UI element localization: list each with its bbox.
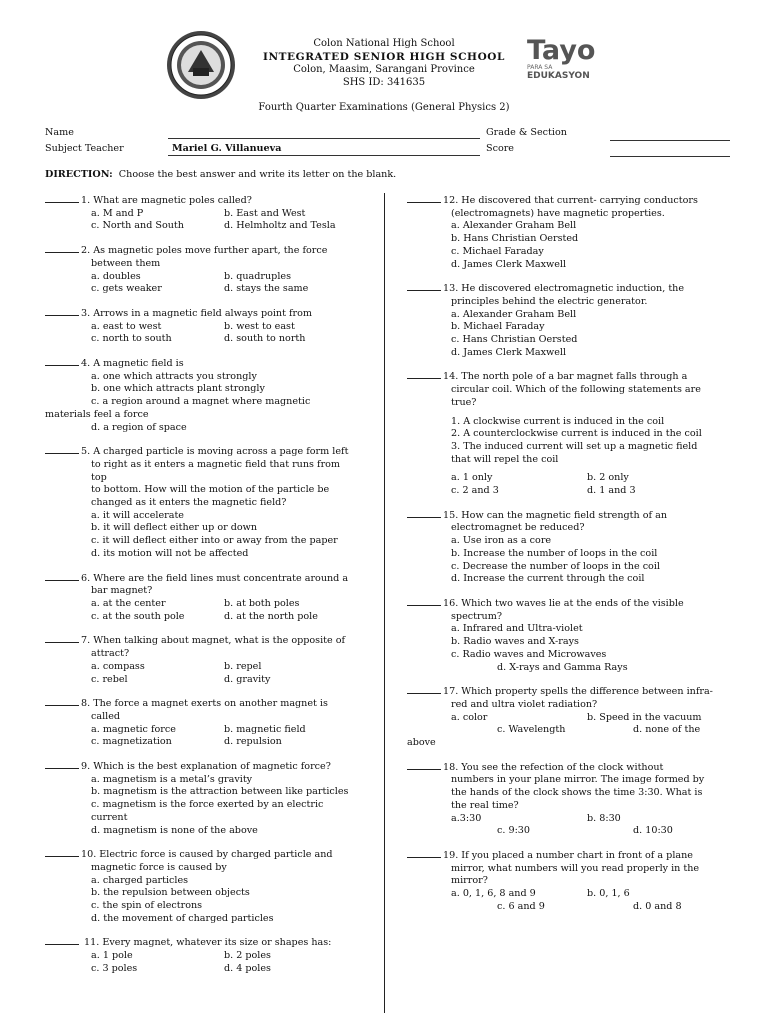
question-8: [45, 698, 357, 749]
choice-d: d. 4 poles: [224, 962, 271, 974]
answer-blank[interactable]: [45, 944, 79, 945]
question-stem-cont: mirror, what numbers will you read properly in the: [451, 862, 700, 874]
choice-b: b. 2 only: [587, 472, 629, 484]
choice-a: a. one which attracts you strongly: [91, 370, 257, 382]
choice-c: c. Decrease the number of loops in the coil: [451, 560, 660, 572]
choice-c: c. 6 and 9: [497, 900, 545, 912]
question-stem: 11. Every magnet, whatever its size or shapes has:: [45, 937, 357, 950]
question-stem-cont: between them: [91, 257, 161, 269]
choice-c: c. at the south pole: [91, 610, 185, 622]
choice-c: c. North and South: [91, 220, 184, 232]
school-address: Colon, Maasim, Sarangani Province: [293, 64, 475, 75]
teacher-line: [168, 155, 480, 156]
question-stem: 14. The north pole of a bar magnet falls through a: [407, 371, 723, 384]
question-11: [45, 937, 357, 975]
choices: [45, 661, 357, 686]
question-stem: 4. A magnetic field is: [45, 358, 357, 371]
question-stem-cont: magnetic force is caused by: [91, 861, 227, 873]
answer-blank[interactable]: [45, 856, 79, 857]
choice-a: a. doubles: [91, 270, 141, 282]
choice-c: c. Hans Christian Oersted: [451, 334, 578, 346]
choice-c: c. a region around a magnet where magnetic: [91, 396, 311, 408]
choice-d: d. at the north pole: [224, 610, 318, 622]
question-14: [407, 371, 723, 497]
choice-d: d. the movement of charged particles: [91, 912, 274, 924]
right-column: [407, 195, 723, 913]
question-stem-cont: circular coil. Which of the following statements are: [451, 384, 701, 396]
answer-blank[interactable]: [45, 642, 79, 643]
senior-high-name: INTEGRATED SENIOR HIGH SCHOOL: [262, 51, 506, 63]
answer-blank[interactable]: [45, 365, 79, 366]
question-3: [45, 308, 357, 346]
choice-d: d. James Clerk Maxwell: [451, 258, 567, 270]
school-id: SHS ID: 341635: [342, 77, 426, 88]
choices: [407, 712, 723, 725]
choices: [45, 208, 357, 233]
direction: [45, 169, 396, 182]
choice-b: b. 2 poles: [224, 950, 271, 962]
question-19: [407, 850, 723, 914]
question-16: [407, 598, 723, 674]
choice-d: d. magnetism is none of the above: [91, 824, 258, 836]
choice-b: b. quadruples: [224, 270, 291, 282]
choice-a: a. Alexander Graham Bell: [451, 220, 577, 232]
choice-a: a. charged particles: [91, 874, 189, 886]
choices: [45, 321, 357, 346]
question-stem-cont: red and ultra violet radiation?: [451, 698, 598, 710]
choice-c: c. the spin of electrons: [91, 900, 203, 912]
question-12: [407, 195, 723, 271]
question-1: [45, 195, 357, 233]
choice-b: b. west to east: [224, 320, 295, 332]
column-divider: [384, 193, 385, 1013]
choice-b: b. Michael Faraday: [451, 321, 545, 333]
choice-d: d. 0 and 8: [633, 900, 682, 912]
statement-2: 2. A counterclockwise current is induced in the coil: [451, 428, 702, 440]
choices: [45, 950, 357, 975]
choice-d: d. gravity: [224, 673, 271, 685]
choices: [407, 813, 723, 826]
choice-b: b. 0, 1, 6: [587, 888, 630, 900]
choice-d: d. south to north: [224, 333, 306, 345]
choice-a: a. Use iron as a core: [451, 535, 552, 547]
choice-a: a. at the center: [91, 597, 166, 609]
question-stem-cont: electromagnet be reduced?: [451, 522, 585, 534]
question-stem-cont: called: [91, 710, 121, 722]
question-4: [45, 358, 357, 434]
choice-c-cont: materials feel a force: [45, 408, 149, 420]
answer-blank[interactable]: [45, 453, 79, 454]
choice-c: c. it will deflect either into or away from the paper: [91, 535, 338, 547]
choice-c-cont: current: [91, 811, 128, 823]
choice-b: b. Hans Christian Oersted: [451, 233, 579, 245]
left-column: [45, 195, 357, 976]
choices: [407, 472, 723, 497]
choice-a: a. east to west: [91, 320, 162, 332]
question-stem-cont: numbers in your plane mirror. The image formed by: [451, 774, 705, 786]
choice-b: b. 8:30: [587, 812, 621, 824]
question-stem-cont: principles behind the electric generator.: [451, 295, 648, 307]
choice-a: a. it will accelerate: [91, 509, 184, 521]
choice-a: a.3:30: [451, 812, 482, 824]
question-stem-cont: attract?: [91, 648, 130, 660]
choice-b: b. East and West: [224, 207, 306, 219]
answer-blank[interactable]: [407, 202, 441, 203]
choice-d-cont: above: [407, 737, 436, 749]
choice-d: d. X-rays and Gamma Rays: [497, 661, 628, 673]
score-line[interactable]: [610, 156, 730, 157]
choice-b: b. it will deflect either up or down: [91, 522, 258, 534]
answer-blank[interactable]: [45, 202, 79, 203]
question-stem-cont: bar magnet?: [91, 585, 153, 597]
choice-b: b. at both poles: [224, 597, 300, 609]
question-18: [407, 762, 723, 838]
choices-row-2: [407, 724, 723, 737]
choice-a: a. 1 only: [451, 472, 493, 484]
grade-section-label: Grade & Section: [486, 127, 567, 138]
answer-blank[interactable]: [45, 252, 79, 253]
choice-d: d. 10:30: [633, 825, 673, 837]
question-stem: 13. He discovered electromagnetic induction, the: [407, 283, 723, 296]
choices-row-2: [407, 825, 723, 838]
question-17: [407, 686, 723, 750]
question-stem-cont: spectrum?: [451, 610, 502, 622]
answer-blank[interactable]: [407, 290, 441, 291]
school-name: Colon National High School: [313, 38, 455, 49]
question-stem: 1. What are magnetic poles called?: [45, 195, 357, 208]
question-9: [45, 761, 357, 837]
teacher-value: Mariel G. Villanueva: [172, 143, 282, 154]
question-stem: 3. Arrows in a magnetic field always point from: [45, 308, 357, 321]
question-stem: 10. Electric force is caused by charged particle and: [45, 849, 357, 862]
choice-d: d. none of the: [633, 724, 701, 736]
answer-blank[interactable]: [45, 315, 79, 316]
choice-b: b. one which attracts plant strongly: [91, 383, 265, 395]
choice-a: a. 0, 1, 6, 8 and 9: [451, 888, 536, 900]
answer-blank[interactable]: [45, 705, 79, 706]
choice-b: b. Radio waves and X-rays: [451, 636, 579, 648]
choice-a: a. compass: [91, 660, 145, 672]
choice-a: a. magnetism is a metal’s gravity: [91, 773, 253, 785]
answer-blank[interactable]: [407, 857, 441, 858]
answer-blank[interactable]: [407, 769, 441, 770]
choice-c: c. Radio waves and Microwaves: [451, 648, 607, 660]
choice-c: c. 3 poles: [91, 962, 138, 974]
choice-c: c. magnetism is the force exerted by an electric: [91, 799, 324, 811]
choices: [45, 724, 357, 749]
direction-text: Choose the best answer and write its letter on the blank.: [118, 169, 397, 180]
question-stem: 2. As magnetic poles move further apart, the force: [45, 245, 357, 258]
question-6: [45, 573, 357, 624]
choice-d: d. repulsion: [224, 736, 282, 748]
direction-label: DIRECTION:: [45, 169, 113, 180]
choice-c: c. 2 and 3: [451, 485, 499, 497]
choice-b: b. magnetism is the attraction between like particles: [91, 786, 349, 798]
choice-c: c. rebel: [91, 673, 128, 685]
question-stem: 12. He discovered that current- carrying conductors: [407, 195, 723, 208]
choices: [45, 271, 357, 296]
choice-d: d. Increase the current through the coil: [451, 573, 645, 585]
exam-title: Fourth Quarter Examinations (General Physics 2): [258, 102, 510, 113]
choice-d: d. a region of space: [91, 421, 187, 433]
question-stem: 7. When talking about magnet, what is the opposite of: [45, 635, 357, 648]
choice-a: a. Alexander Graham Bell: [451, 308, 577, 320]
question-stem-cont: to right as it enters a magnetic field that runs from top: [91, 458, 341, 483]
question-stem: 5. A charged particle is moving across a page form left: [45, 446, 357, 459]
tayo-para-sa-edukasyon-logo: Tayo PARA SA EDUKASYON: [527, 35, 596, 81]
score-label: Score: [486, 143, 514, 154]
answer-blank[interactable]: [45, 768, 79, 769]
question-stem: 8. The force a magnet exerts on another magnet is: [45, 698, 357, 711]
question-stem: 9. Which is the best explanation of magnetic force?: [45, 761, 357, 774]
question-stem: 15. How can the magnetic field strength of an: [407, 510, 723, 523]
question-stem-cont: to bottom. How will the motion of the particle be: [91, 484, 330, 496]
question-7: [45, 635, 357, 686]
choice-d: d. its motion will not be affected: [91, 547, 249, 559]
choice-d: d. Helmholtz and Tesla: [224, 220, 336, 232]
question-2: [45, 245, 357, 296]
choice-c: c. 9:30: [497, 825, 531, 837]
choice-b: b. repel: [224, 660, 262, 672]
choices: [407, 888, 723, 901]
answer-blank[interactable]: [45, 580, 79, 581]
question-stem-cont: changed as it enters the magnetic field?: [91, 497, 287, 509]
choice-d: d. 1 and 3: [587, 485, 636, 497]
question-stem: 17. Which property spells the difference between infra-: [407, 686, 723, 699]
name-line[interactable]: [168, 138, 480, 139]
choice-a: a. M and P: [91, 207, 144, 219]
statement-3: 3. The induced current will set up a magnetic field: [451, 440, 698, 452]
choice-b: b. the repulsion between objects: [91, 887, 250, 899]
choice-b: b. Speed in the vacuum: [587, 711, 702, 723]
answer-blank[interactable]: [407, 517, 441, 518]
teacher-label: Subject Teacher: [45, 143, 124, 154]
answer-blank[interactable]: [407, 605, 441, 606]
choice-d: d. stays the same: [224, 283, 309, 295]
question-stem-cont: (electromagnets) have magnetic properties.: [451, 207, 665, 219]
choice-b: b. magnetic field: [224, 723, 306, 735]
choice-c: c. magnetization: [91, 736, 172, 748]
statement-1: 1. A clockwise current is induced in the coil: [451, 415, 665, 427]
question-15: [407, 510, 723, 586]
choices: [45, 598, 357, 623]
answer-blank[interactable]: [407, 693, 441, 694]
question-stem: 18. You see the refection of the clock without: [407, 762, 723, 775]
answer-blank[interactable]: [407, 378, 441, 379]
question-stem: 6. Where are the field lines must concentrate around a: [45, 573, 357, 586]
grade-section-line[interactable]: [610, 140, 730, 141]
choice-c: c. north to south: [91, 333, 172, 345]
question-stem-cont: the hands of the clock shows the time 3:30. What is: [451, 787, 703, 799]
choice-a: a. color: [451, 711, 488, 723]
choice-c: c. Wavelength: [497, 724, 566, 736]
choice-b: b. Increase the number of loops in the coil: [451, 547, 658, 559]
choice-c: c. gets weaker: [91, 283, 162, 295]
question-13: [407, 283, 723, 359]
statement-3-cont: that will repel the coil: [451, 453, 559, 465]
choice-c: c. Michael Faraday: [451, 245, 544, 257]
choice-d: d. James Clerk Maxwell: [451, 346, 567, 358]
choice-a: a. Infrared and Ultra-violet: [451, 623, 583, 635]
question-10: [45, 849, 357, 925]
question-stem: 16. Which two waves lie at the ends of the visible: [407, 598, 723, 611]
question-stem-cont: the real time?: [451, 799, 519, 811]
name-label: Name: [45, 127, 74, 138]
question-5: [45, 446, 357, 560]
choices-row-2: [407, 901, 723, 914]
choice-a: a. 1 pole: [91, 950, 133, 962]
question-stem-cont: true?: [451, 396, 477, 408]
question-stem: 19. If you placed a number chart in front of a plane: [407, 850, 723, 863]
choice-a: a. magnetic force: [91, 723, 176, 735]
question-stem-cont: mirror?: [451, 875, 488, 887]
